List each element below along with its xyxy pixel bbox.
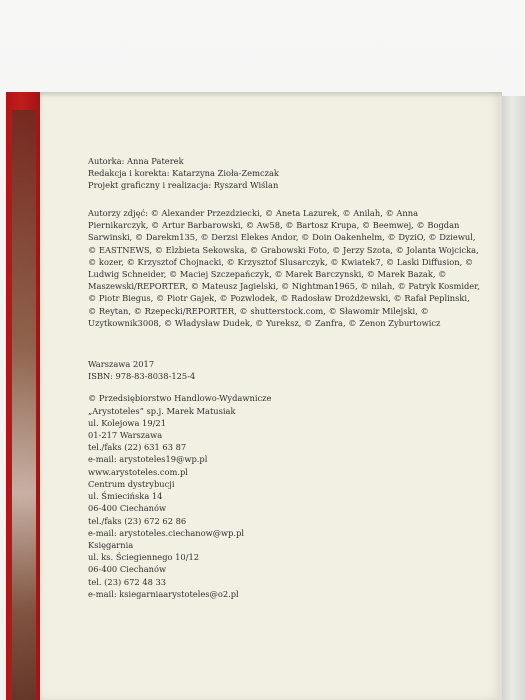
bookstore-street: ul. ks. Ściegiennego 10/12 bbox=[88, 552, 200, 563]
publisher-street: ul. Kolejowa 19/21 bbox=[88, 417, 166, 428]
publisher-email: e-mail: arystoteles19@wp.pl bbox=[88, 454, 208, 465]
page-top-shadow bbox=[40, 92, 502, 98]
bookstore-city: 06-400 Ciechanów bbox=[88, 564, 167, 575]
author-line: Autorka: Anna Paterek bbox=[88, 156, 184, 166]
bookstore-block bbox=[88, 539, 495, 600]
photo-credits-block bbox=[88, 207, 480, 329]
bookstore-email: e-mail: ksiegarniaarystoteles@o2.pl bbox=[88, 588, 239, 599]
distribution-email: e-mail: arystoteles.ciechanow@wp.pl bbox=[88, 527, 245, 538]
book-spine bbox=[500, 96, 525, 700]
publication-block bbox=[88, 358, 495, 478]
isbn: ISBN: 978-83-8038-125-4 bbox=[88, 371, 196, 382]
editor-line: Redakcja i korekta: Katarzyna Zioła-Zemczak bbox=[88, 168, 279, 179]
cover-photo-strip bbox=[12, 110, 36, 700]
distribution-street: ul. Śmiecińska 14 bbox=[88, 491, 163, 502]
distribution-title: Centrum dystrybucji bbox=[88, 479, 175, 489]
bookstore-phone: tel. (23) 672 48 33 bbox=[88, 576, 167, 587]
publisher-phone: tel./faks (22) 631 63 87 bbox=[88, 442, 187, 453]
spacer bbox=[88, 382, 495, 392]
publisher-name: „Arystoteles” sp.j. Marek Matusiak bbox=[88, 405, 236, 416]
publisher-city: 01-217 Warszawa bbox=[88, 430, 163, 441]
photo-credits-text: Autorzy zdjęć: © Alexander Przezdziecki, © Aneta Lazurek, © Anilah, © Anna Piernikarczyk, © Artur Barbarowski, © Aw58, © Bartosz Krupa, © Beemwej, © Bogdan Sarwinski, © Darekm135, © Derzsi Elekes Andor, © Doin Oakenhelm, © DyziO, © Dziewul, © EASTNEWS, © Elzbieta Sekowska, © Grabowski Foto, © Jerzy Szota, © Jolanta Wojcicka, © kozer, © Krzysztof Chojnacki, © Krzysztof Slusarczyk, © Kwiatek7, © Laski Diffusion, © Ludwig Schneider, © Maciej Szczepańczyk, © Marek Barczynski, © Marek Bazak, © Maszewski/REPORTER, © Mateusz Jagielski, © Nightman1965, © nilah, © Patryk Kosmider, © Piotr Biegus, © Piotr Gajek, © Pozwlodek, © Radosław Drożdżewski, © Rafał Peplinski, © Reytan, © Rzepecki/REPORTER, © shutterstock.com, © Sławomir Milejski, © Uzytkownik3008, © Władysław Dudek, © Yureksz, © Zanfra, © Zenon Zyburtowicz bbox=[88, 208, 480, 328]
authors-block bbox=[88, 155, 495, 192]
publisher-website: www.arystoteles.com.pl bbox=[88, 466, 188, 477]
design-line: Projekt graficzny i realizacja: Ryszard Wiślan bbox=[88, 180, 279, 191]
distribution-block bbox=[88, 478, 495, 539]
bookstore-title: Księgarnia bbox=[88, 540, 134, 550]
distribution-phone: tel./faks (23) 672 62 86 bbox=[88, 515, 187, 526]
distribution-city: 06-400 Ciechanów bbox=[88, 503, 167, 514]
place-year: Warszawa 2017 bbox=[88, 359, 155, 369]
publisher-copyright: © Przedsiębiorstwo Handlowo-Wydawnicze bbox=[88, 393, 272, 404]
